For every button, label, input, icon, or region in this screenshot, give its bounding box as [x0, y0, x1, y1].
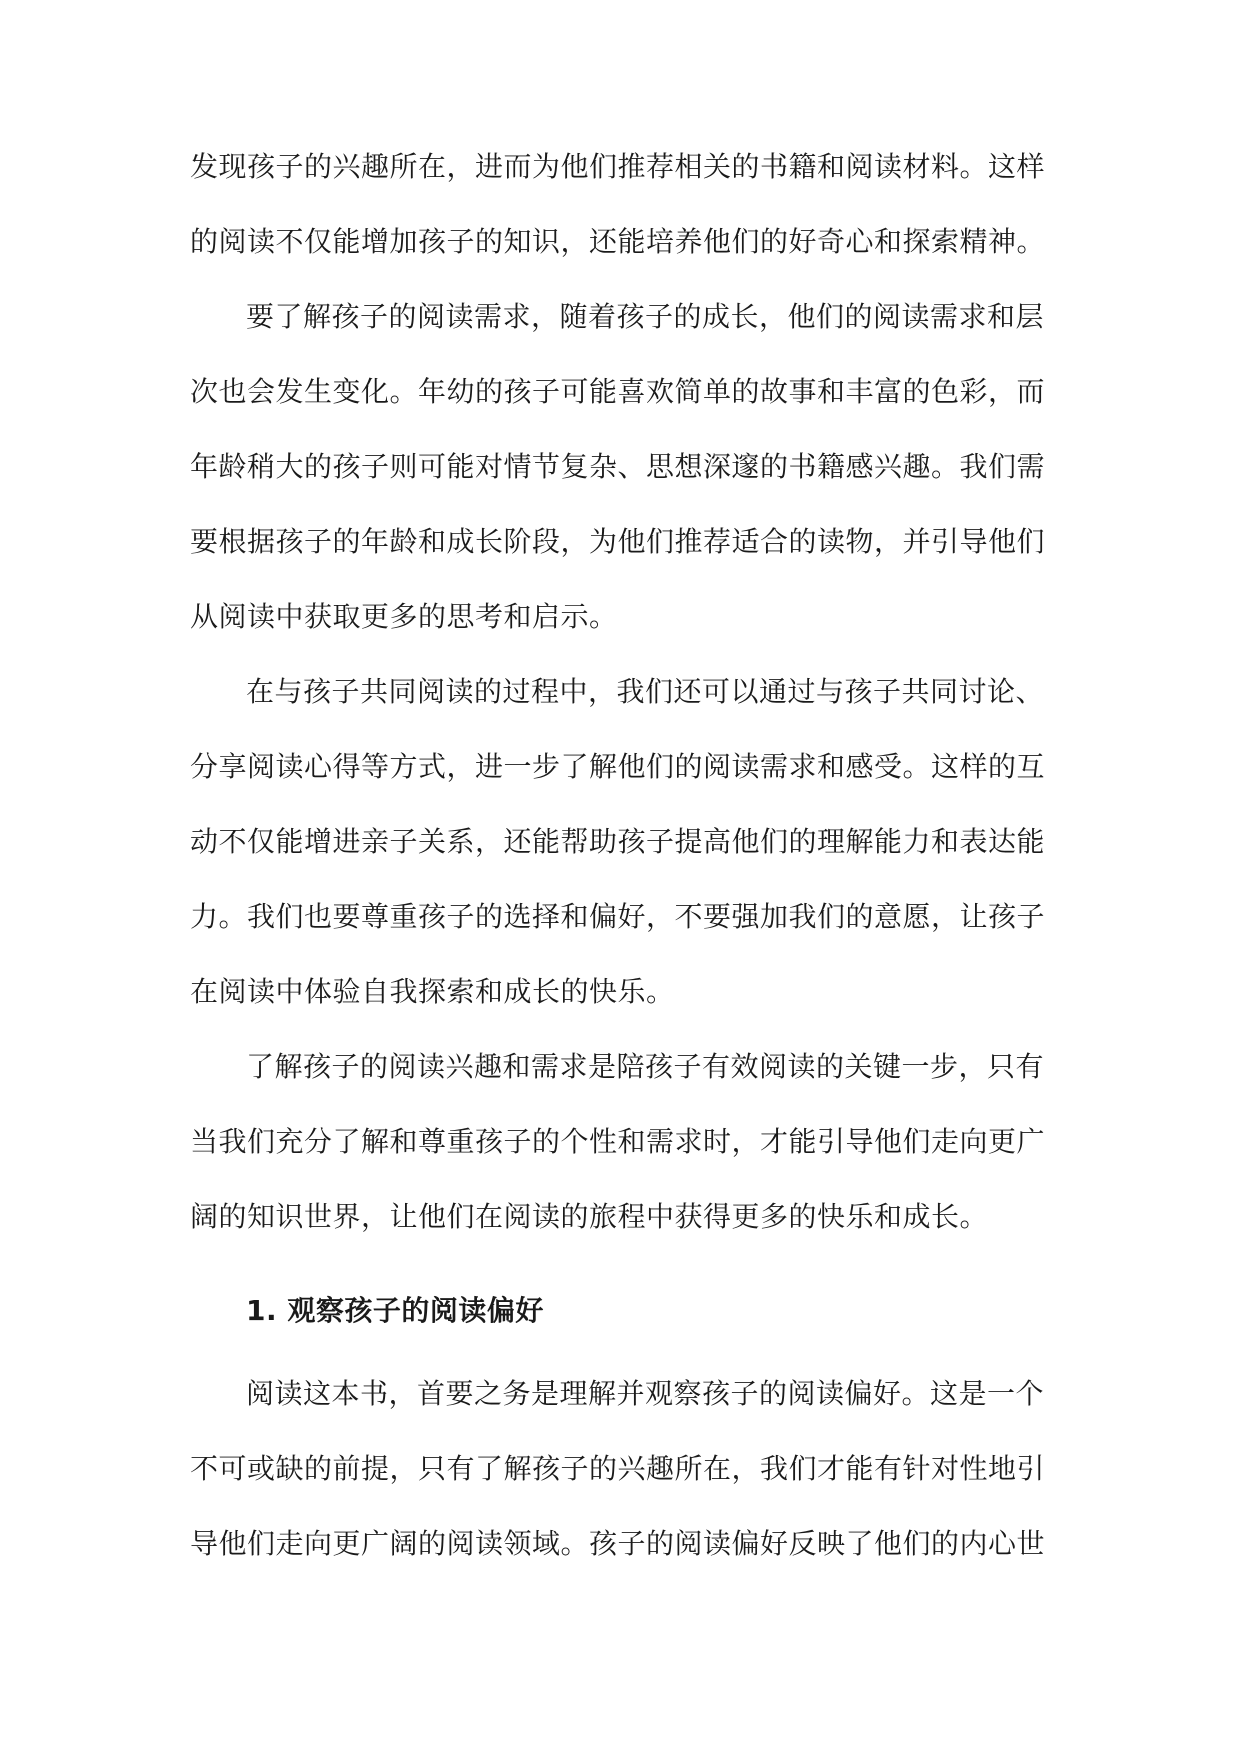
paragraph-2-line-3: 年龄稍大的孩子则可能对情节复杂、思想深邃的书籍感兴趣。我们需	[190, 450, 1046, 483]
paragraph-1-line-2: 的阅读不仅能增加孩子的知识，还能培养他们的好奇心和探索精神。	[190, 225, 1046, 258]
paragraph-2-line-5: 从阅读中获取更多的思考和启示。	[190, 600, 618, 633]
paragraph-2-line-4: 要根据孩子的年龄和成长阶段，为他们推荐适合的读物，并引导他们	[190, 525, 1046, 558]
paragraph-1-line-1: 发现孩子的兴趣所在，进而为他们推荐相关的书籍和阅读材料。这样	[190, 150, 1046, 183]
paragraph-2-line-1: 要了解孩子的阅读需求，随着孩子的成长，他们的阅读需求和层	[246, 300, 1045, 333]
section-heading: 1. 观察孩子的阅读偏好	[246, 1294, 544, 1327]
paragraph-3-line-1: 在与孩子共同阅读的过程中，我们还可以通过与孩子共同讨论、	[246, 675, 1045, 708]
paragraph-3-line-2: 分享阅读心得等方式，进一步了解他们的阅读需求和感受。这样的互	[190, 750, 1046, 783]
paragraph-3-line-4: 力。我们也要尊重孩子的选择和偏好，不要强加我们的意愿，让孩子	[190, 900, 1046, 933]
paragraph-2-line-2: 次也会发生变化。年幼的孩子可能喜欢简单的故事和丰富的色彩，而	[190, 375, 1046, 408]
paragraph-3-line-3: 动不仅能增进亲子关系，还能帮助孩子提高他们的理解能力和表达能	[190, 825, 1046, 858]
paragraph-5-line-1: 阅读这本书，首要之务是理解并观察孩子的阅读偏好。这是一个	[246, 1377, 1045, 1410]
paragraph-3-line-5: 在阅读中体验自我探索和成长的快乐。	[190, 975, 675, 1008]
paragraph-4-line-1: 了解孩子的阅读兴趣和需求是陪孩子有效阅读的关键一步，只有	[246, 1050, 1045, 1083]
paragraph-5-line-3: 导他们走向更广阔的阅读领域。孩子的阅读偏好反映了他们的内心世	[190, 1527, 1046, 1560]
paragraph-5-line-2: 不可或缺的前提，只有了解孩子的兴趣所在，我们才能有针对性地引	[190, 1452, 1046, 1485]
paragraph-4-line-3: 阔的知识世界，让他们在阅读的旅程中获得更多的快乐和成长。	[190, 1200, 989, 1233]
paragraph-4-line-2: 当我们充分了解和尊重孩子的个性和需求时，才能引导他们走向更广	[190, 1125, 1046, 1158]
